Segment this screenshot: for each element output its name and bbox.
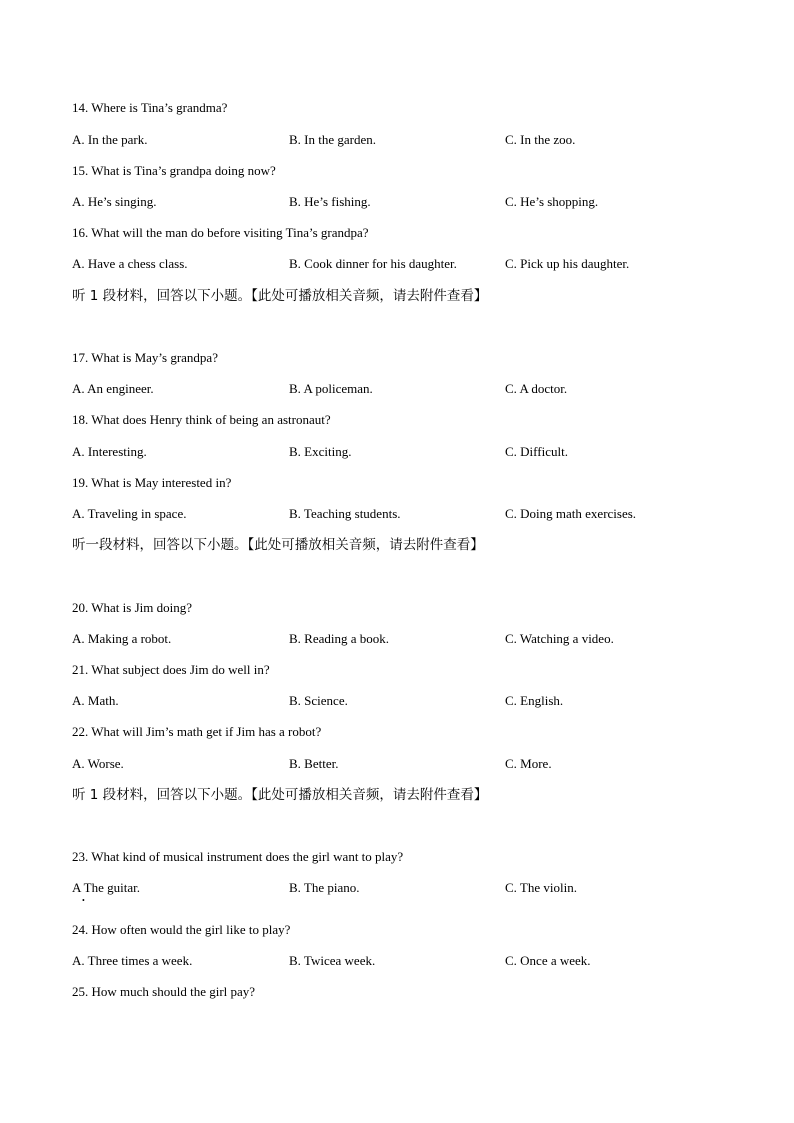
option-17-c: C. A doctor. xyxy=(505,381,568,396)
option-17-a: A. An engineer. xyxy=(72,381,154,396)
question-18: 18. What does Henry think of being an astronaut? xyxy=(72,412,331,427)
option-14-c: C. In the zoo. xyxy=(505,132,576,147)
audio-instruction-2: 听一段材料，回答以下小题。【此处可播放相关音频，请去附件查看】 xyxy=(72,537,484,553)
audio-instruction-3: 听 1 段材料，回答以下小题。【此处可播放相关音频，请去附件查看】 xyxy=(72,787,488,803)
option-14-a: A. In the park. xyxy=(72,132,148,147)
option-22-c: C. More. xyxy=(505,756,552,771)
option-21-c: C. English. xyxy=(505,693,564,708)
option-16-b: B. Cook dinner for his daughter. xyxy=(289,256,457,271)
option-21-a: A. Math. xyxy=(72,693,119,708)
question-25: 25. How much should the girl pay? xyxy=(72,984,256,999)
option-18-b: B. Exciting. xyxy=(289,444,352,459)
question-22: 22. What will Jim’s math get if Jim has a robot? xyxy=(72,724,322,739)
option-15-b: B. He’s fishing. xyxy=(289,194,371,209)
question-24: 24. How often would the girl like to play? xyxy=(72,922,291,937)
audio-instruction-1: 听 1 段材料，回答以下小题。【此处可播放相关音频，请去附件查看】 xyxy=(72,288,488,304)
question-23: 23. What kind of musical instrument does the girl want to play? xyxy=(72,849,404,864)
option-22-a: A. Worse. xyxy=(72,756,124,771)
option-24-c: C. Once a week. xyxy=(505,953,591,968)
option-23-b: B. The piano. xyxy=(289,880,360,895)
option-15-a: A. He’s singing. xyxy=(72,194,157,209)
option-16-a: A. Have a chess class. xyxy=(72,256,188,271)
option-16-c: C. Pick up his daughter. xyxy=(505,256,630,271)
question-21: 21. What subject does Jim do well in? xyxy=(72,662,270,677)
question-20: 20. What is Jim doing? xyxy=(72,600,193,615)
stray-dot-mark: • xyxy=(82,896,85,905)
option-17-b: B. A policeman. xyxy=(289,381,373,396)
question-15: 15. What is Tina’s grandpa doing now? xyxy=(72,163,276,178)
option-15-c: C. He’s shopping. xyxy=(505,194,599,209)
option-19-a: A. Traveling in space. xyxy=(72,506,187,521)
option-22-b: B. Better. xyxy=(289,756,339,771)
option-21-b: B. Science. xyxy=(289,693,348,708)
option-14-b: B. In the garden. xyxy=(289,132,377,147)
question-14: 14. Where is Tina’s grandma? xyxy=(72,100,228,115)
option-19-c: C. Doing math exercises. xyxy=(505,506,637,521)
option-24-b: B. Twicea week. xyxy=(289,953,376,968)
option-18-c: C. Difficult. xyxy=(505,444,568,459)
option-23-a: A The guitar. xyxy=(72,880,141,895)
question-17: 17. What is May’s grandpa? xyxy=(72,350,218,365)
question-16: 16. What will the man do before visiting Tina’s grandpa? xyxy=(72,225,369,240)
question-19: 19. What is May interested in? xyxy=(72,475,232,490)
option-18-a: A. Interesting. xyxy=(72,444,147,459)
option-19-b: B. Teaching students. xyxy=(289,506,401,521)
option-20-b: B. Reading a book. xyxy=(289,631,390,646)
option-20-a: A. Making a robot. xyxy=(72,631,172,646)
option-24-a: A. Three times a week. xyxy=(72,953,193,968)
option-20-c: C. Watching a video. xyxy=(505,631,614,646)
option-23-c: C. The violin. xyxy=(505,880,577,895)
